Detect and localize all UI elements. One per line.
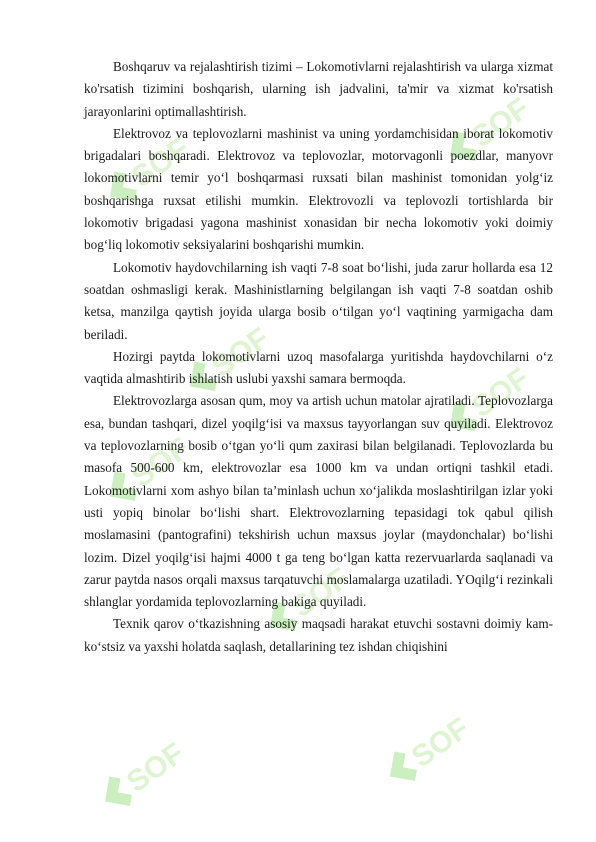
svg-text:SOF: SOF	[120, 736, 191, 800]
svg-text:SOF: SOF	[405, 711, 476, 775]
svg-text:SOF: SOF	[205, 321, 276, 385]
paragraph: Elektrovozlarga asosan qum, moy va artish uchun matolar ajratiladi. Teplovozlarga esa, bundan tashqari, dizel yoqilg‘isi va maxsus tayyorlangan suv quyiladi. Elektrovoz va teplovozlarning bosib o‘tgan yo‘li qum zaxirasi bilan belgilanadi. Teplovozlarda bu masofa 500-600 km, elektrovozlar esa 1000 km va undan ortiqni tashkil etadi. Lokomotivlarni xom ashyo bilan ta’minlash uchun xo‘jalikda moslashtirilgan izlar yoki usti yopiq binolar bo‘lishi shart. Elektrovozlarning tepasidagi tok qabul qilish moslamasini (pantografini) tekshirish uchun maxsus joylar (maydonchalar) bo‘lishi lozim. Dizel yoqilg‘isi hajmi 4000 t ga teng bo‘lgan katta rezervuarlarda saqlanadi va zarur paytda nasos orqali maxsus tarqatuvchi moslamalarga uzatiladi. YOqilg‘i rezinkali shlanglar yordamida teplovozlarning bakiga quyiladi.	[84, 393, 553, 610]
paragraph: Boshqaruv va rejalashtirish tizimi – Lokomotivlarni rejalashtirish va ularga xizmat ko'rsatish tizimini boshqarish, ularning ish jadvalini, ta'mir va xizmat ko'rsatish jarayonlarini optimallashtirish.	[84, 59, 553, 119]
svg-text:SOF: SOF	[465, 361, 536, 425]
paragraph: Hozirgi paytda lokomotivlarni uzoq masofalarga yuritishda haydovchilarni o‘z vaqtida almashtirib ishlatish uslubi yaxshi samara bermoqda.	[84, 348, 553, 387]
paragraph: Elektrovoz va teplovozlarni mashinist va uning yordamchisidan iborat lokomotiv brigadalari boshqaradi. Elektrovoz va teplovozlar, motorvagonli poezdlar, manyovr lokomotivlarni temir yo‘l boshqarmasi ruxsati bilan mashinist tomonidan yolg‘iz boshqarishga ruxsat etilishi mumkin. Elektrovozli va teplovozli tortishlarda bir lokomotiv brigadasi yagona mashinist xonasidan bir necha lokomotiv yoki doimiy bog‘liq lokomotiv seksiyalarini boshqarishi mumkin.	[84, 125, 553, 253]
watermark-logo	[360, 690, 510, 800]
svg-text:SOF: SOF	[125, 131, 196, 195]
document-body	[84, 56, 553, 658]
paragraph: Texnik qarov o‘tkazishning asosiy maqsadi harakat etuvchi sostavni doimiy kam-ko‘stsiz va yaxshi holatda saqlash, detallarining tez ishdan chiqishini	[84, 616, 553, 654]
paragraph: Lokomotiv haydovchilarning ish vaqti 7-8 soat bo‘lishi, juda zarur hollarda esa 12 soatdan oshmasligi kerak. Mashinistlarning belgilangan ish vaqti 7-8 soatdan oshib ketsa, manzilga qaytish joyida ularga bosib o‘tilgan yo‘l vaqtining yarmigacha dam beriladi.	[84, 259, 553, 342]
svg-text:SOF: SOF	[285, 561, 356, 625]
watermark-logo	[75, 715, 225, 825]
svg-text:SOF: SOF	[125, 431, 196, 495]
svg-text:SOF: SOF	[465, 91, 536, 155]
